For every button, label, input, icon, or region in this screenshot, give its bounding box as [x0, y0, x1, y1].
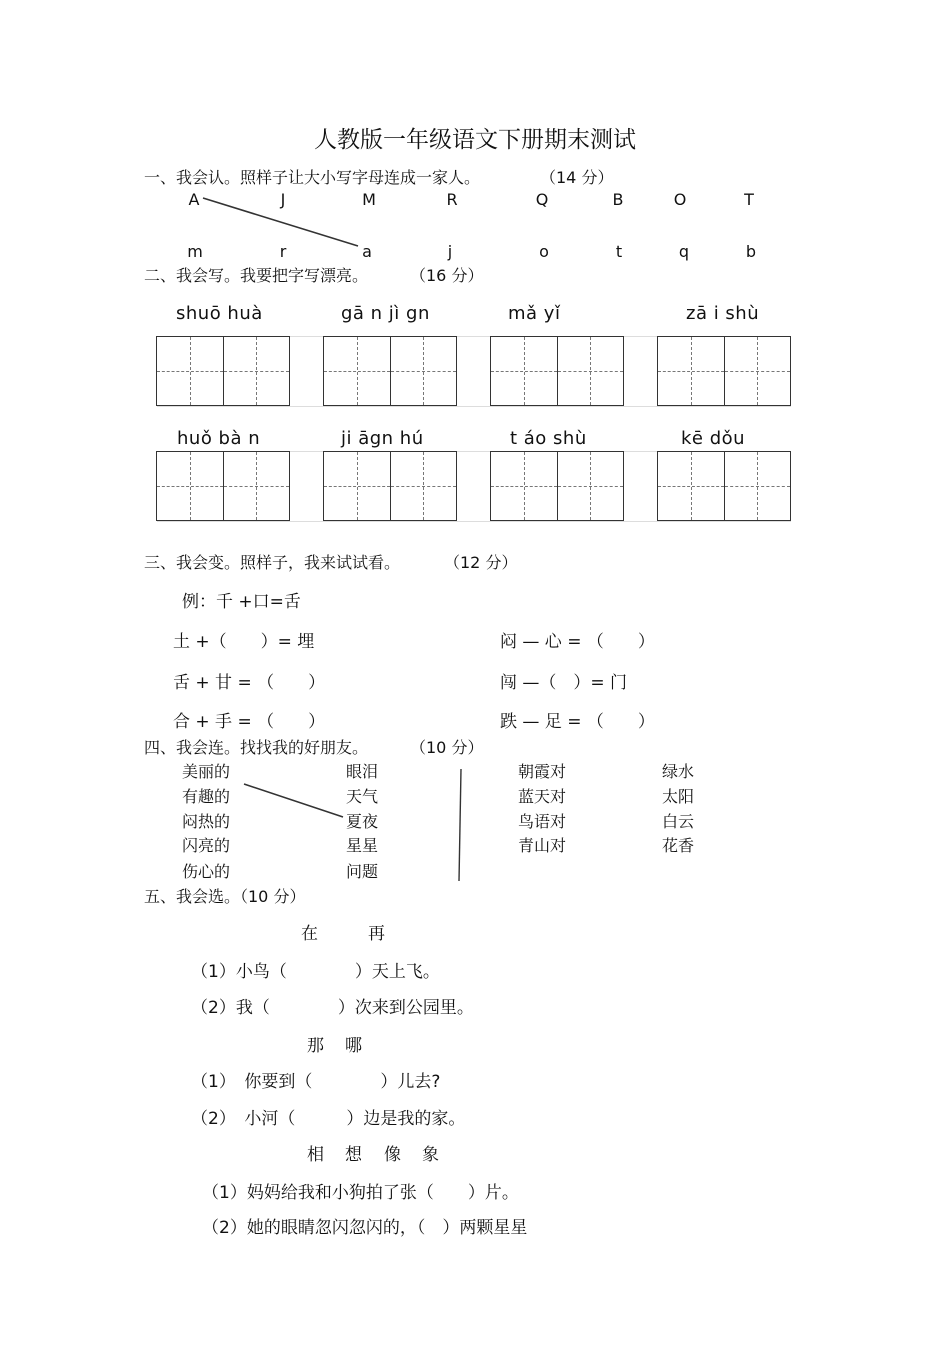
- match-pair-right: 太阳: [662, 787, 695, 806]
- equation-right: 闷 — 心 = （ ）: [500, 632, 655, 652]
- lower-letter: q: [678, 242, 690, 261]
- match-noun: 问题: [346, 862, 379, 881]
- lower-letter: j: [447, 242, 453, 261]
- page-title: 人教版一年级语文下册期末测试: [314, 127, 636, 153]
- equation-right: 跌 — 足 = （ ）: [500, 712, 655, 732]
- match-noun: 夏夜: [346, 812, 379, 831]
- choice-word: 在: [301, 924, 318, 944]
- upper-letter: M: [362, 190, 376, 209]
- upper-letter: T: [744, 190, 754, 209]
- choice-word: 像: [384, 1145, 401, 1165]
- equation-left: 舌 + 甘 = （ ）: [173, 673, 326, 693]
- pinyin-label: mǎ yǐ: [508, 303, 561, 324]
- pinyin-label: zā i shù: [686, 303, 760, 324]
- lower-letter: o: [539, 242, 549, 261]
- choice-word: 象: [422, 1145, 439, 1165]
- match-noun: 眼泪: [346, 762, 379, 781]
- equation-left: 土 +（ ）= 埋: [173, 632, 315, 652]
- choice-word: 想: [345, 1145, 362, 1165]
- match-pair-left: 朝霞对: [518, 762, 567, 781]
- upper-letter: O: [673, 190, 687, 209]
- section1-heading: 一、我会认。照样子让大小写字母连成一家人。: [144, 168, 481, 187]
- section4-score: （10 分）: [410, 738, 484, 757]
- match-pair-left: 鸟语对: [518, 812, 567, 831]
- pinyin-label: huǒ bà n: [177, 428, 261, 449]
- match-adjective: 伤心的: [182, 862, 231, 881]
- match-pair-left: 蓝天对: [518, 787, 567, 806]
- choice-word: 那: [307, 1036, 324, 1056]
- lower-letter: t: [615, 242, 623, 261]
- choice-word: 再: [368, 924, 385, 944]
- choice-word: 相: [307, 1145, 324, 1165]
- lower-letter: a: [362, 242, 372, 261]
- pinyin-label: shuō huà: [176, 303, 263, 324]
- choice-word: 哪: [345, 1036, 362, 1056]
- section5-heading: 五、我会选。（10 分）: [144, 887, 306, 906]
- match-noun: 星星: [346, 836, 379, 855]
- upper-letter: J: [280, 190, 286, 209]
- example-line: 例：千 +口=舌: [182, 592, 301, 612]
- equation-left: 合 + 手 = （ ）: [173, 712, 326, 732]
- fill-question: （2） 小河（ ）边是我的家。: [191, 1109, 466, 1129]
- section2-score: （16 分）: [410, 266, 484, 285]
- section2-heading: 二、我会写。我要把字写漂亮。: [144, 266, 369, 285]
- pinyin-label: ji āgn hú: [341, 428, 424, 449]
- upper-letter: R: [446, 190, 458, 209]
- upper-letter: B: [612, 190, 624, 209]
- section4-divider-line: [459, 769, 461, 881]
- match-pair-right: 花香: [662, 836, 695, 855]
- match-adjective: 有趣的: [182, 787, 231, 806]
- pinyin-label: t áo shù: [510, 428, 587, 449]
- lower-letter: r: [279, 242, 287, 261]
- match-pair-right: 绿水: [662, 762, 695, 781]
- match-adjective: 闪亮的: [182, 836, 231, 855]
- pinyin-label: gā n jì gn: [341, 303, 430, 324]
- fill-question: （2）她的眼睛忽闪忽闪的，（ ）两颗星星: [202, 1218, 528, 1238]
- section3-score: （12 分）: [444, 553, 518, 572]
- match-adjective: 闷热的: [182, 812, 231, 831]
- section1-score: （14 分）: [540, 168, 614, 187]
- fill-question: （2）我（ ）次来到公园里。: [191, 998, 474, 1018]
- match-pair-right: 白云: [662, 812, 695, 831]
- example-connector-line: [203, 198, 358, 246]
- match-noun: 天气: [346, 787, 379, 806]
- lower-letter: m: [187, 242, 203, 261]
- section3-heading: 三、我会变。照样子，我来试试看。: [144, 553, 401, 572]
- match-pair-left: 青山对: [518, 836, 567, 855]
- fill-question: （1）小鸟（ ）天上飞。: [191, 962, 440, 982]
- fill-question: （1）妈妈给我和小狗拍了张（ ）片。: [202, 1183, 519, 1203]
- equation-right: 闯 —（ ）= 门: [500, 673, 628, 693]
- lower-letter: b: [745, 242, 757, 261]
- section4-heading: 四、我会连。找找我的好朋友。: [144, 738, 369, 757]
- pinyin-label: kē dǒu: [681, 428, 746, 449]
- upper-letter: A: [188, 190, 200, 209]
- match-adjective: 美丽的: [182, 762, 231, 781]
- upper-letter: Q: [535, 190, 549, 209]
- fill-question: （1） 你要到（ ）儿去?: [191, 1072, 441, 1092]
- example-connector-line: [244, 784, 343, 817]
